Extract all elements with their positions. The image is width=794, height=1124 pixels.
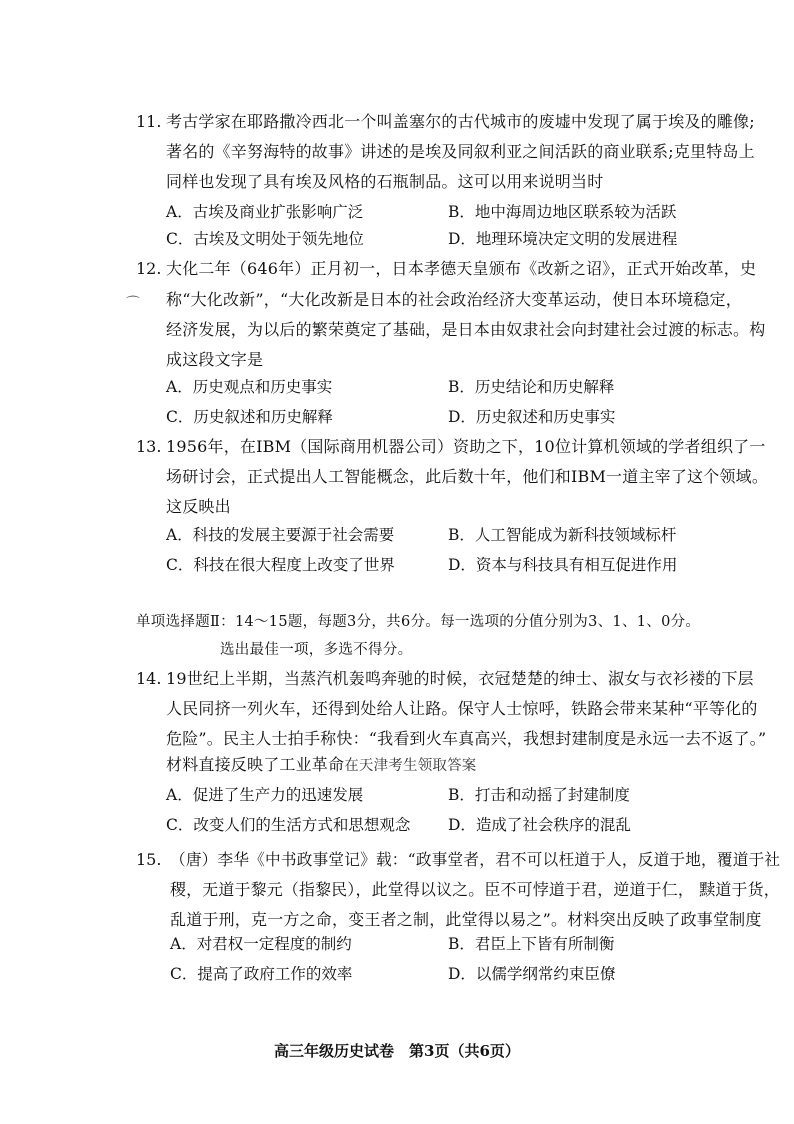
question-text-line: 这反映出 <box>166 497 231 516</box>
question-text-line: 危险”。民主人士拍手称快：“我看到火车真高兴，我想封建制度是永远一去不返了。” <box>166 729 767 748</box>
question-text-line: 1956年，在IBM（国际商用机器公司）资助之下，10位计算机领域的学者组织了一 <box>166 437 766 456</box>
question-text-line: 称“大化改新”，“大化改新是日本的社会政治经济大变革运动，使日本环境稳定， <box>166 290 742 309</box>
question-number: 12. <box>136 259 162 278</box>
question-text-line: 19世纪上半期，当蒸汽机轰鸣奔驰的时候，衣冠楚楚的绅士、淑女与衣衫褛的下层 <box>166 669 754 688</box>
question-number: 15. <box>136 850 162 869</box>
option-c: C．古埃及文明处于领先地位 <box>166 230 364 248</box>
question-text-line <box>166 755 477 776</box>
question-text-line: 成这段文字是 <box>166 350 264 369</box>
option-a: A．历史观点和历史事实 <box>166 378 333 396</box>
option-c: C．改变人们的生活方式和思想观念 <box>166 816 411 834</box>
question-number: 14. <box>136 669 162 688</box>
question-text-line: 大化二年（646年）正月初一，日本孝德天皇颁布《改新之诏》，正式开始改革，史 <box>166 259 757 278</box>
option-d: D．资本与科技具有相互促进作用 <box>448 556 678 574</box>
option-c: C．提高了政府工作的效率 <box>170 965 353 983</box>
question-stem: 材料直接反映了工业革命 <box>166 755 345 774</box>
section-instructions: 单项选择题Ⅱ：14～15题，每题3分，共6分。每一选项的分值分别为3、1、1、0分。 <box>136 614 701 630</box>
option-a: A．促进了生产力的迅速发展 <box>166 786 364 804</box>
stray-mark-icon: ⌒ <box>126 296 140 312</box>
option-c: C．科技在很大程度上改变了世界 <box>166 556 395 574</box>
option-d: D．地理环境决定文明的发展进程 <box>448 230 678 248</box>
option-a: A．古埃及商业扩张影响广泛 <box>166 203 364 221</box>
question-text-line: 场研讨会，正式提出人工智能概念，此后数十年，他们和IBM一道主宰了这个领域。 <box>166 467 769 486</box>
option-d: D．造成了社会秩序的混乱 <box>448 816 631 834</box>
question-number: 11. <box>136 112 162 131</box>
option-b: B．人工智能成为新科技领域标杆 <box>448 526 677 544</box>
option-a: A．科技的发展主要源于社会需要 <box>166 526 395 544</box>
option-b: B．历史结论和历史解释 <box>448 378 615 396</box>
option-d: D．历史叙述和历史事实 <box>448 408 616 426</box>
option-a: A．对君权一定程度的制约 <box>170 935 352 953</box>
option-c: C．历史叙述和历史解释 <box>166 408 333 426</box>
option-b: B．打击和动摇了封建制度 <box>448 786 630 804</box>
question-text-line: （唐）李华《中书政事堂记》载：“政事堂者，君不可以枉道于人，反道于地，覆道于社 <box>170 850 781 869</box>
option-b: B．地中海周边地区联系较为活跃 <box>448 203 677 221</box>
section-instructions-continued: 选出最佳一项，多选不得分。 <box>220 642 413 658</box>
watermark-text: 在天津考生领取答案 <box>344 758 477 774</box>
option-d: D．以儒学纲常约束臣僚 <box>448 965 616 983</box>
option-b: B．君臣上下皆有所制衡 <box>448 935 615 953</box>
question-number: 13. <box>136 437 162 456</box>
question-text-line: 经济发展，为以后的繁荣奠定了基础，是日本由奴隶社会向封建社会过渡的标志。构 <box>166 320 766 339</box>
question-text-line: 著名的《辛努海特的故事》讲述的是埃及同叙利亚之间活跃的商业联系;克里特岛上 <box>166 142 755 161</box>
question-text-line: 乱道于刑，克一方之命，变王者之制，此堂得以易之”。材料突出反映了政事堂制度 <box>170 910 762 929</box>
page-footer: 高三年级历史试卷 第3页（共6页） <box>274 1042 520 1060</box>
question-text-line: 同样也发现了具有埃及风格的石瓶制品。这可以用来说明当时 <box>166 172 604 191</box>
question-text-line: 人民同挤一列火车，还得到处给人让路。保守人士惊呼，铁路会带来某种“平等化的 <box>166 699 758 718</box>
question-text-line: 考古学家在耶路撒冷西北一个叫盖塞尔的古代城市的废墟中发现了属于埃及的雕像; <box>166 112 755 131</box>
question-text-line: 稷，无道于黎元（指黎民），此堂得以议之。臣不可悖道于君，逆道于仁， 黩道于货， <box>170 880 780 899</box>
